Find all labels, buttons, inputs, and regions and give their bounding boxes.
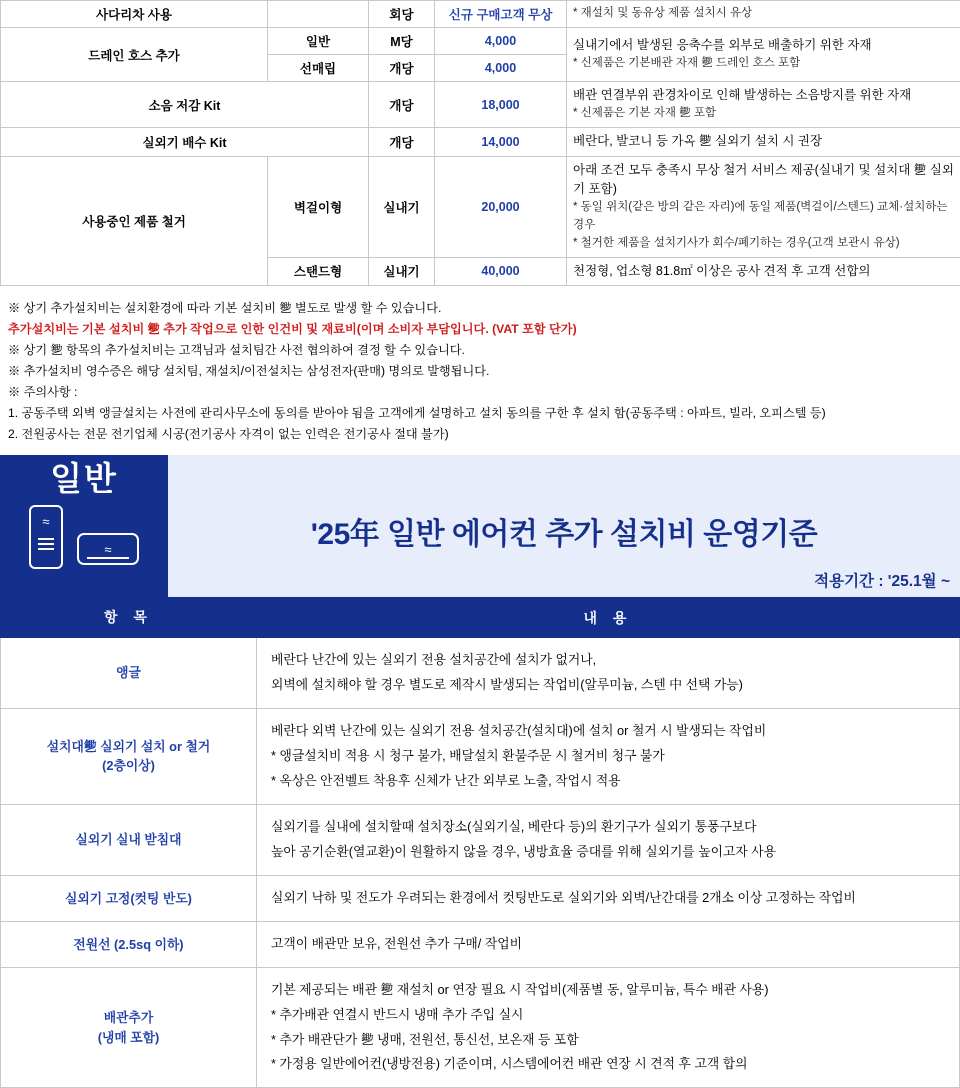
wave-glyph: ≈	[42, 515, 49, 528]
desc-line: 실외기를 실내에 설치할때 설치장소(실외기실, 베란다 등)의 환기구가 실외기 통풍구보다	[271, 815, 945, 840]
desc-line: 베란다, 발코니 등 가옥 㐥 실외기 설치 시 권장	[573, 132, 954, 151]
banner-badge	[0, 455, 168, 597]
table-row	[1, 1, 960, 28]
table-row	[1, 638, 960, 709]
row-item-desc	[567, 1, 960, 28]
notes-section	[0, 286, 960, 455]
row-item-type: 벽걸이형	[268, 156, 369, 257]
banner-badge-label: 일반	[50, 461, 118, 497]
additional-install-fee-table	[0, 0, 960, 286]
row-item-unit: 개당	[369, 128, 435, 156]
table-row	[1, 804, 960, 875]
row-item-name: 사용중인 제품 철거	[1, 156, 268, 286]
table-row	[1, 128, 960, 156]
table-row	[1, 708, 960, 804]
section-banner	[0, 455, 960, 597]
desc-line: 베란다 외벽 난간에 있는 실외기 전용 설치공간(설치대)에 설치 or 철거 시 발생되는 작업비	[271, 719, 945, 744]
vent-bars	[38, 538, 54, 550]
table-header-row	[1, 598, 960, 638]
row-item-type: 스탠드형	[268, 257, 369, 285]
desc-line: * 재설치 및 동유상 제품 설치시 유상	[573, 5, 954, 23]
aircon-icons	[29, 505, 139, 569]
row-item-name: 앵글	[1, 638, 257, 709]
row-item-desc	[567, 156, 960, 257]
row-item-desc	[257, 708, 960, 804]
row-item-desc	[257, 967, 960, 1088]
table-row	[1, 82, 960, 128]
desc-line: 실내기에서 발생된 응축수를 외부로 배출하기 위한 자재	[573, 36, 954, 55]
note-line-warning: 추가설치비는 기본 설치비 㐥 추가 작업으로 인한 인건비 및 재료비(이며 소비자 부담입니다. (VAT 포함 단가)	[8, 319, 952, 340]
page-title: '25年 일반 에어컨 추가 설치비 운영기준	[168, 509, 960, 553]
row-item-price: 4,000	[435, 55, 567, 82]
row-item-desc	[567, 28, 960, 82]
desc-line: * 옥상은 안전벨트 착용후 신체가 난간 외부로 노출, 작업시 적용	[271, 769, 945, 794]
desc-line: * 추가 배관단가 㐥 냉매, 전원선, 통신선, 보온재 등 포함	[271, 1028, 945, 1053]
banner-body	[168, 455, 960, 597]
row-item-unit: 실내기	[369, 257, 435, 285]
row-item-name: 실외기 배수 Kit	[1, 128, 369, 156]
row-item-name: 실외기 실내 받침대	[1, 804, 257, 875]
table-row	[1, 28, 960, 55]
row-item-price: 40,000	[435, 257, 567, 285]
table-row	[1, 156, 960, 257]
banner-period: 적용기간 : '25.1월 ~	[814, 569, 950, 591]
row-item-name: 전원선 (2.5sq 이하)	[1, 921, 257, 967]
desc-line: * 앵글설치비 적용 시 청구 불가, 배달설치 환불주문 시 철거비 청구 불가	[271, 744, 945, 769]
note-line: 2. 전원공사는 전문 전기업체 시공(전기공사 자격이 없는 인력은 전기공사 절대 불가)	[8, 424, 952, 445]
row-item-name: 소음 저감 Kit	[1, 82, 369, 128]
row-item-name-line2: (2층이상)	[5, 756, 252, 775]
note-line: ※ 상기 추가설치비는 설치환경에 따라 기본 설치비 㐥 별도로 발생 할 수 있습니다.	[8, 298, 952, 319]
desc-line: * 동일 위치(같은 방의 같은 자리)에 동일 제품(벽걸이/스텐드) 교체·설치하는 경우	[573, 199, 954, 235]
wall-aircon-icon	[77, 533, 139, 565]
desc-line: * 추가배관 연결시 반드시 냉매 추가 주입 실시	[271, 1003, 945, 1028]
stand-aircon-icon	[29, 505, 63, 569]
row-item-name-line1: 배관추가	[5, 1008, 252, 1027]
row-item-type: 선매립	[268, 55, 369, 82]
row-item-type	[268, 1, 369, 28]
row-item-price: 4,000	[435, 28, 567, 55]
row-item-unit: M당	[369, 28, 435, 55]
row-item-desc	[567, 82, 960, 128]
desc-line: 기본 제공되는 배관 㐥 재설치 or 연장 필요 시 작업비(제품별 동, 알루미늄, 특수 배관 사용)	[271, 978, 945, 1003]
row-item-name-line2: (냉매 포함)	[5, 1028, 252, 1047]
desc-line: * 신제품은 기본 자재 㐥 포함	[573, 105, 954, 123]
table-row	[1, 921, 960, 967]
note-line: ※ 주의사항 :	[8, 382, 952, 403]
desc-line: 베란다 난간에 있는 실외기 전용 설치공간에 설치가 없거나,	[271, 648, 945, 673]
row-item-desc	[257, 638, 960, 709]
desc-line: 아래 조건 모두 충족시 무상 철거 서비스 제공(실내기 및 설치대 㐥 실외기 포함)	[573, 161, 954, 200]
row-item-desc	[567, 128, 960, 156]
row-item-unit: 개당	[369, 55, 435, 82]
desc-line: 천정형, 업소형 81.8㎡ 이상은 공사 견적 후 고객 선합의	[573, 262, 954, 281]
row-item-name	[1, 708, 257, 804]
desc-line: 외벽에 설치해야 할 경우 별도로 제작시 발생되는 작업비(알루미늄, 스텐 中 선택 가능)	[271, 673, 945, 698]
row-item-name-line1: 설치대㐥 실외기 설치 or 철거	[5, 737, 252, 756]
column-header-item: 항 목	[1, 598, 257, 638]
desc-line: 배관 연결부위 관경차이로 인해 발생하는 소음방지를 위한 자재	[573, 86, 954, 105]
install-items-table	[0, 597, 960, 1088]
table-row	[1, 967, 960, 1088]
column-header-desc: 내 용	[257, 598, 960, 638]
row-item-price: 18,000	[435, 82, 567, 128]
desc-line: 고객이 배관만 보유, 전원선 추가 구매/ 작업비	[271, 932, 945, 957]
row-item-name	[1, 967, 257, 1088]
note-line: ※ 추가설치비 영수증은 해당 설치팀, 재설치/이전설치는 삼성전자(판매) 명의로 발행됩니다.	[8, 361, 952, 382]
row-item-desc	[257, 921, 960, 967]
desc-line: * 철거한 제품을 설치기사가 회수/폐기하는 경우(고객 보관시 유상)	[573, 235, 954, 253]
desc-line: 실외기 낙하 및 전도가 우려되는 환경에서 컷팅반도로 실외기와 외벽/난간대를 2개소 이상 고정하는 작업비	[271, 886, 945, 911]
row-item-unit: 회당	[369, 1, 435, 28]
row-item-name: 드레인 호스 추가	[1, 28, 268, 82]
row-item-price: 14,000	[435, 128, 567, 156]
desc-line: 높아 공기순환(열교환)이 원활하지 않을 경우, 냉방효율 증대를 위해 실외기를 높이고자 사용	[271, 840, 945, 865]
row-item-desc	[567, 257, 960, 285]
note-line: ※ 상기 㐥 항목의 추가설치비는 고객님과 설치팀간 사전 협의하여 결정 할 수 있습니다.	[8, 340, 952, 361]
desc-line: * 신제품은 기본배관 자재 㐥 드레인 호스 포함	[573, 55, 954, 73]
row-item-desc	[257, 804, 960, 875]
row-item-price: 20,000	[435, 156, 567, 257]
wave-glyph: ≈	[104, 542, 111, 557]
table-row	[1, 875, 960, 921]
row-item-name: 실외기 고정(컷팅 반도)	[1, 875, 257, 921]
row-item-name: 사다리차 사용	[1, 1, 268, 28]
note-line: 1. 공동주택 외벽 앵글설치는 사전에 관리사무소에 동의를 받아야 됨을 고객에게 설명하고 설치 동의를 구한 후 설치 함(공동주택 : 아파트, 빌라, 오피스텔 등)	[8, 403, 952, 424]
row-item-unit: 개당	[369, 82, 435, 128]
row-item-desc	[257, 875, 960, 921]
row-item-type: 일반	[268, 28, 369, 55]
row-item-unit: 실내기	[369, 156, 435, 257]
desc-line: * 가정용 일반에어컨(냉방전용) 기준이며, 시스템에어컨 배관 연장 시 견적 후 고객 합의	[271, 1052, 945, 1077]
row-item-price: 신규 구매고객 무상	[435, 1, 567, 28]
